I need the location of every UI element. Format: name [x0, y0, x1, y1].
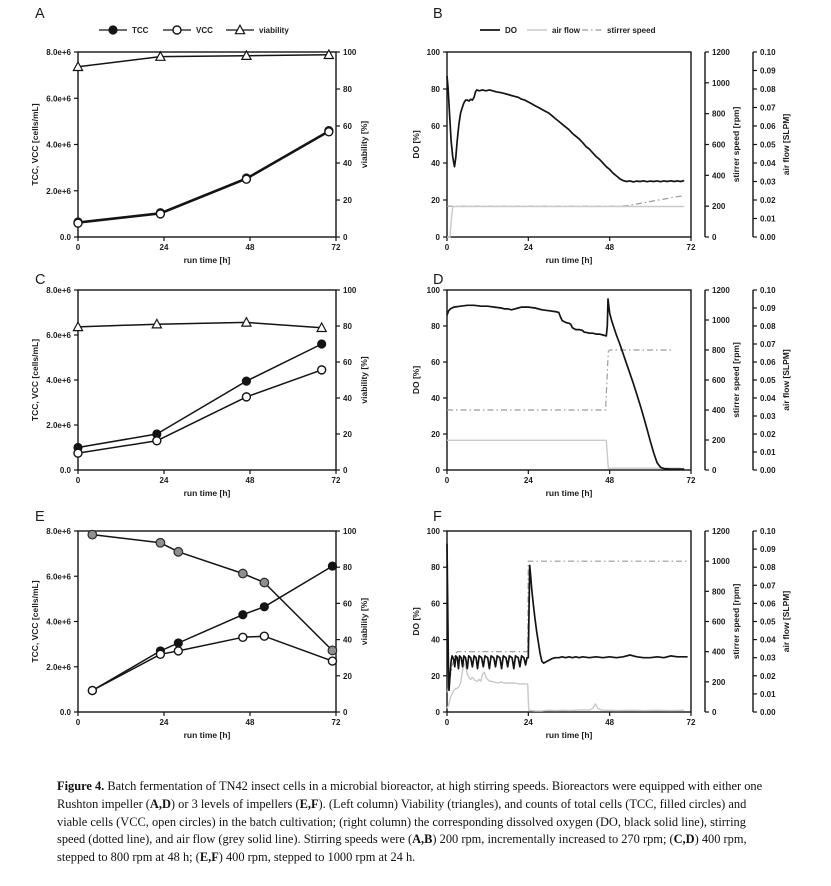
svg-text:run time [h]: run time [h]	[545, 255, 593, 265]
svg-text:0.0: 0.0	[59, 233, 71, 242]
svg-text:0: 0	[712, 708, 717, 717]
svg-text:24: 24	[523, 476, 533, 485]
svg-text:air flow [SLPM]: air flow [SLPM]	[781, 349, 791, 411]
svg-text:60: 60	[431, 358, 440, 367]
svg-text:TCC, VCC [cells/mL]: TCC, VCC [cells/mL]	[30, 580, 40, 663]
svg-text:20: 20	[431, 196, 440, 205]
svg-text:0.04: 0.04	[760, 635, 776, 645]
svg-text:48: 48	[245, 718, 255, 727]
panel-f	[405, 505, 831, 761]
svg-text:20: 20	[431, 430, 440, 439]
svg-text:80: 80	[343, 563, 352, 573]
svg-text:1000: 1000	[712, 78, 730, 88]
svg-text:0: 0	[75, 243, 81, 252]
caption-segment: ) 200 rpm, incrementally increased to 270 rpm; (	[432, 832, 674, 847]
caption-segment: E,F	[299, 797, 319, 811]
svg-text:100: 100	[426, 48, 440, 57]
panel-c-chart	[0, 270, 405, 508]
svg-text:200: 200	[712, 202, 726, 212]
svg-text:TCC, VCC [cells/mL]: TCC, VCC [cells/mL]	[30, 103, 40, 186]
svg-text:20: 20	[343, 196, 352, 205]
panel-b-chart	[405, 0, 831, 268]
caption-segment: E,F	[199, 849, 219, 864]
svg-text:air flow [SLPM]: air flow [SLPM]	[781, 113, 791, 176]
svg-text:run time [h]: run time [h]	[183, 730, 231, 740]
svg-text:800: 800	[712, 109, 726, 119]
svg-text:72: 72	[686, 718, 696, 727]
caption-segment: ) 400 rpm, stepped to 1000 rpm at 24 h.	[218, 849, 416, 864]
svg-text:DO: DO	[505, 26, 517, 35]
panel-b-letter: B	[433, 6, 443, 22]
svg-text:80: 80	[431, 322, 440, 331]
panel-e	[0, 505, 405, 761]
svg-text:stirrer speed [rpm]: stirrer speed [rpm]	[731, 583, 741, 660]
svg-text:0.01: 0.01	[760, 448, 776, 457]
svg-text:72: 72	[686, 476, 696, 485]
panel-f-chart	[405, 505, 831, 761]
svg-text:0.09: 0.09	[760, 304, 776, 313]
svg-text:2.0e+6: 2.0e+6	[46, 186, 71, 196]
svg-text:viability [%]: viability [%]	[359, 356, 369, 404]
svg-text:48: 48	[245, 476, 255, 485]
svg-text:0.08: 0.08	[760, 85, 776, 94]
svg-text:100: 100	[343, 286, 357, 295]
svg-text:40: 40	[343, 635, 352, 645]
svg-text:24: 24	[523, 718, 533, 727]
svg-text:0: 0	[444, 243, 450, 252]
svg-text:0: 0	[75, 718, 81, 727]
svg-text:0: 0	[343, 233, 348, 242]
svg-text:1200: 1200	[712, 48, 730, 57]
svg-text:0.04: 0.04	[760, 159, 776, 168]
svg-text:1200: 1200	[712, 527, 730, 536]
svg-text:0: 0	[75, 476, 81, 485]
svg-text:1200: 1200	[712, 286, 730, 295]
svg-text:0: 0	[435, 233, 440, 242]
svg-text:0: 0	[444, 476, 450, 485]
svg-text:0.07: 0.07	[760, 103, 776, 113]
panel-d-chart	[405, 270, 831, 508]
svg-text:0: 0	[343, 466, 348, 475]
svg-text:400: 400	[712, 406, 726, 415]
svg-text:20: 20	[343, 671, 352, 681]
svg-text:run time [h]: run time [h]	[545, 488, 593, 498]
svg-text:48: 48	[605, 243, 615, 252]
svg-text:viability [%]: viability [%]	[359, 120, 369, 169]
svg-text:0.0: 0.0	[59, 708, 71, 717]
caption-segment: A,B	[412, 832, 433, 847]
svg-text:0.05: 0.05	[760, 617, 776, 627]
caption-segment: ) or 3 levels of impellers (	[170, 797, 300, 811]
svg-text:0.03: 0.03	[760, 653, 776, 663]
svg-text:24: 24	[159, 476, 169, 485]
svg-text:air flow: air flow	[552, 26, 581, 35]
panel-d	[405, 270, 831, 508]
svg-text:20: 20	[431, 671, 440, 681]
svg-text:0.04: 0.04	[760, 394, 776, 403]
svg-text:1000: 1000	[712, 557, 730, 567]
svg-text:TCC, VCC [cells/mL]: TCC, VCC [cells/mL]	[30, 338, 40, 422]
panel-a-letter: A	[35, 6, 45, 22]
svg-text:2.0e+6: 2.0e+6	[46, 662, 71, 672]
svg-text:8.0e+6: 8.0e+6	[46, 527, 71, 536]
svg-text:run time [h]: run time [h]	[545, 730, 593, 740]
svg-text:100: 100	[426, 286, 440, 295]
svg-text:TCC: TCC	[132, 26, 149, 35]
svg-text:100: 100	[426, 527, 440, 536]
figure-caption	[57, 778, 776, 866]
svg-text:0: 0	[435, 708, 440, 717]
svg-text:run time [h]: run time [h]	[183, 488, 231, 498]
svg-text:400: 400	[712, 171, 726, 181]
svg-text:0.09: 0.09	[760, 545, 776, 555]
svg-text:0.10: 0.10	[760, 527, 776, 536]
svg-text:VCC: VCC	[196, 26, 213, 35]
svg-text:48: 48	[245, 243, 255, 252]
svg-text:80: 80	[431, 563, 440, 573]
svg-text:0.02: 0.02	[760, 671, 776, 681]
svg-text:air flow [SLPM]: air flow [SLPM]	[781, 590, 791, 653]
svg-text:200: 200	[712, 677, 726, 687]
svg-text:72: 72	[331, 718, 341, 727]
caption-segment: C,D	[673, 832, 695, 847]
svg-text:60: 60	[431, 122, 440, 131]
svg-text:0.08: 0.08	[760, 322, 776, 331]
panel-b	[405, 0, 831, 268]
svg-text:100: 100	[343, 48, 357, 57]
svg-text:1000: 1000	[712, 316, 730, 325]
svg-text:0.10: 0.10	[760, 48, 776, 57]
svg-text:24: 24	[523, 243, 533, 252]
svg-text:0: 0	[435, 466, 440, 475]
svg-text:4.0e+6: 4.0e+6	[46, 617, 71, 627]
svg-text:0.03: 0.03	[760, 412, 776, 421]
svg-text:60: 60	[343, 358, 352, 367]
svg-text:2.0e+6: 2.0e+6	[46, 421, 71, 430]
svg-text:stirrer speed: stirrer speed	[607, 26, 656, 35]
svg-text:40: 40	[431, 394, 440, 403]
svg-text:400: 400	[712, 647, 726, 657]
svg-text:40: 40	[431, 635, 440, 645]
svg-text:stirrer speed [rpm]: stirrer speed [rpm]	[731, 106, 741, 183]
svg-text:72: 72	[331, 476, 341, 485]
panel-f-letter: F	[433, 509, 442, 525]
panel-c-letter: C	[35, 272, 46, 288]
svg-text:viability: viability	[259, 26, 289, 35]
svg-text:8.0e+6: 8.0e+6	[46, 286, 71, 295]
svg-text:0.01: 0.01	[760, 689, 776, 699]
svg-text:0.09: 0.09	[760, 66, 776, 76]
svg-text:60: 60	[343, 122, 352, 131]
svg-text:0.02: 0.02	[760, 430, 776, 439]
svg-text:60: 60	[431, 599, 440, 609]
svg-text:72: 72	[686, 243, 696, 252]
svg-text:0.05: 0.05	[760, 140, 776, 150]
svg-text:0.00: 0.00	[760, 708, 776, 717]
panel-d-letter: D	[433, 272, 444, 288]
svg-text:800: 800	[712, 587, 726, 597]
svg-text:stirrer speed [rpm]: stirrer speed [rpm]	[731, 342, 741, 418]
svg-text:200: 200	[712, 436, 726, 445]
svg-text:0.00: 0.00	[760, 466, 776, 475]
svg-text:DO [%]: DO [%]	[411, 365, 421, 395]
svg-text:80: 80	[343, 322, 352, 331]
svg-text:0.0: 0.0	[59, 466, 71, 475]
caption-segment: Figure 4.	[57, 779, 105, 794]
svg-text:DO [%]: DO [%]	[411, 607, 421, 636]
svg-text:60: 60	[343, 599, 352, 609]
caption-segment: ) 400 rpm, stepped to 800 rpm at 48 h; (	[57, 832, 747, 864]
panel-c	[0, 270, 405, 508]
svg-text:0.07: 0.07	[760, 581, 776, 591]
panel-a-chart	[0, 0, 405, 268]
svg-text:0.08: 0.08	[760, 563, 776, 573]
svg-text:24: 24	[159, 243, 169, 252]
svg-text:600: 600	[712, 376, 726, 385]
svg-text:0.06: 0.06	[760, 599, 776, 609]
svg-text:40: 40	[343, 394, 352, 403]
svg-text:0.03: 0.03	[760, 177, 776, 187]
caption-segment: A,D	[149, 797, 171, 811]
svg-text:100: 100	[343, 527, 357, 536]
svg-text:80: 80	[431, 85, 440, 94]
svg-text:600: 600	[712, 617, 726, 627]
svg-text:6.0e+6: 6.0e+6	[46, 572, 71, 582]
svg-text:8.0e+6: 8.0e+6	[46, 48, 71, 57]
svg-text:40: 40	[343, 159, 352, 168]
svg-text:viability [%]: viability [%]	[359, 597, 369, 646]
svg-text:0.05: 0.05	[760, 376, 776, 385]
svg-text:0.10: 0.10	[760, 286, 776, 295]
svg-text:600: 600	[712, 140, 726, 150]
svg-text:0: 0	[712, 466, 717, 475]
svg-text:run time [h]: run time [h]	[183, 255, 231, 265]
svg-text:24: 24	[159, 718, 169, 727]
svg-text:72: 72	[331, 243, 341, 252]
svg-text:800: 800	[712, 346, 726, 355]
svg-text:4.0e+6: 4.0e+6	[46, 140, 71, 150]
svg-text:6.0e+6: 6.0e+6	[46, 331, 71, 340]
svg-text:0.06: 0.06	[760, 358, 776, 367]
svg-text:0.06: 0.06	[760, 122, 776, 131]
caption-segment: Batch fermentation of TN42 insect cells in a microbial bioreactor, at high stirring speeds. Bioreactors were equipped with either one Rushton impeller (	[57, 779, 763, 811]
caption-segment: ). (Left column) Viability (triangles), and counts of total cells (TCC, filled circles) and viable cells (VCC, open circles) in the batch cultivation; (right column) the corresponding dissolved oxygen (DO, black solid line), stirring speed (dotted line), and air flow (grey solid line). Stirring speeds were (	[57, 797, 747, 847]
panel-e-letter: E	[35, 509, 45, 525]
panel-e-chart	[0, 505, 405, 761]
svg-text:48: 48	[605, 718, 615, 727]
svg-text:48: 48	[605, 476, 615, 485]
svg-text:0: 0	[712, 233, 717, 242]
svg-text:80: 80	[343, 85, 352, 94]
svg-text:6.0e+6: 6.0e+6	[46, 94, 71, 104]
svg-text:20: 20	[343, 430, 352, 439]
svg-text:0.00: 0.00	[760, 233, 776, 242]
svg-text:0.02: 0.02	[760, 196, 776, 205]
svg-text:DO [%]: DO [%]	[411, 130, 421, 159]
svg-text:0: 0	[343, 708, 348, 717]
svg-text:0.07: 0.07	[760, 340, 776, 349]
panel-a	[0, 0, 405, 268]
svg-text:40: 40	[431, 159, 440, 168]
svg-text:4.0e+6: 4.0e+6	[46, 376, 71, 385]
svg-text:0.01: 0.01	[760, 214, 776, 224]
svg-text:0: 0	[444, 718, 450, 727]
